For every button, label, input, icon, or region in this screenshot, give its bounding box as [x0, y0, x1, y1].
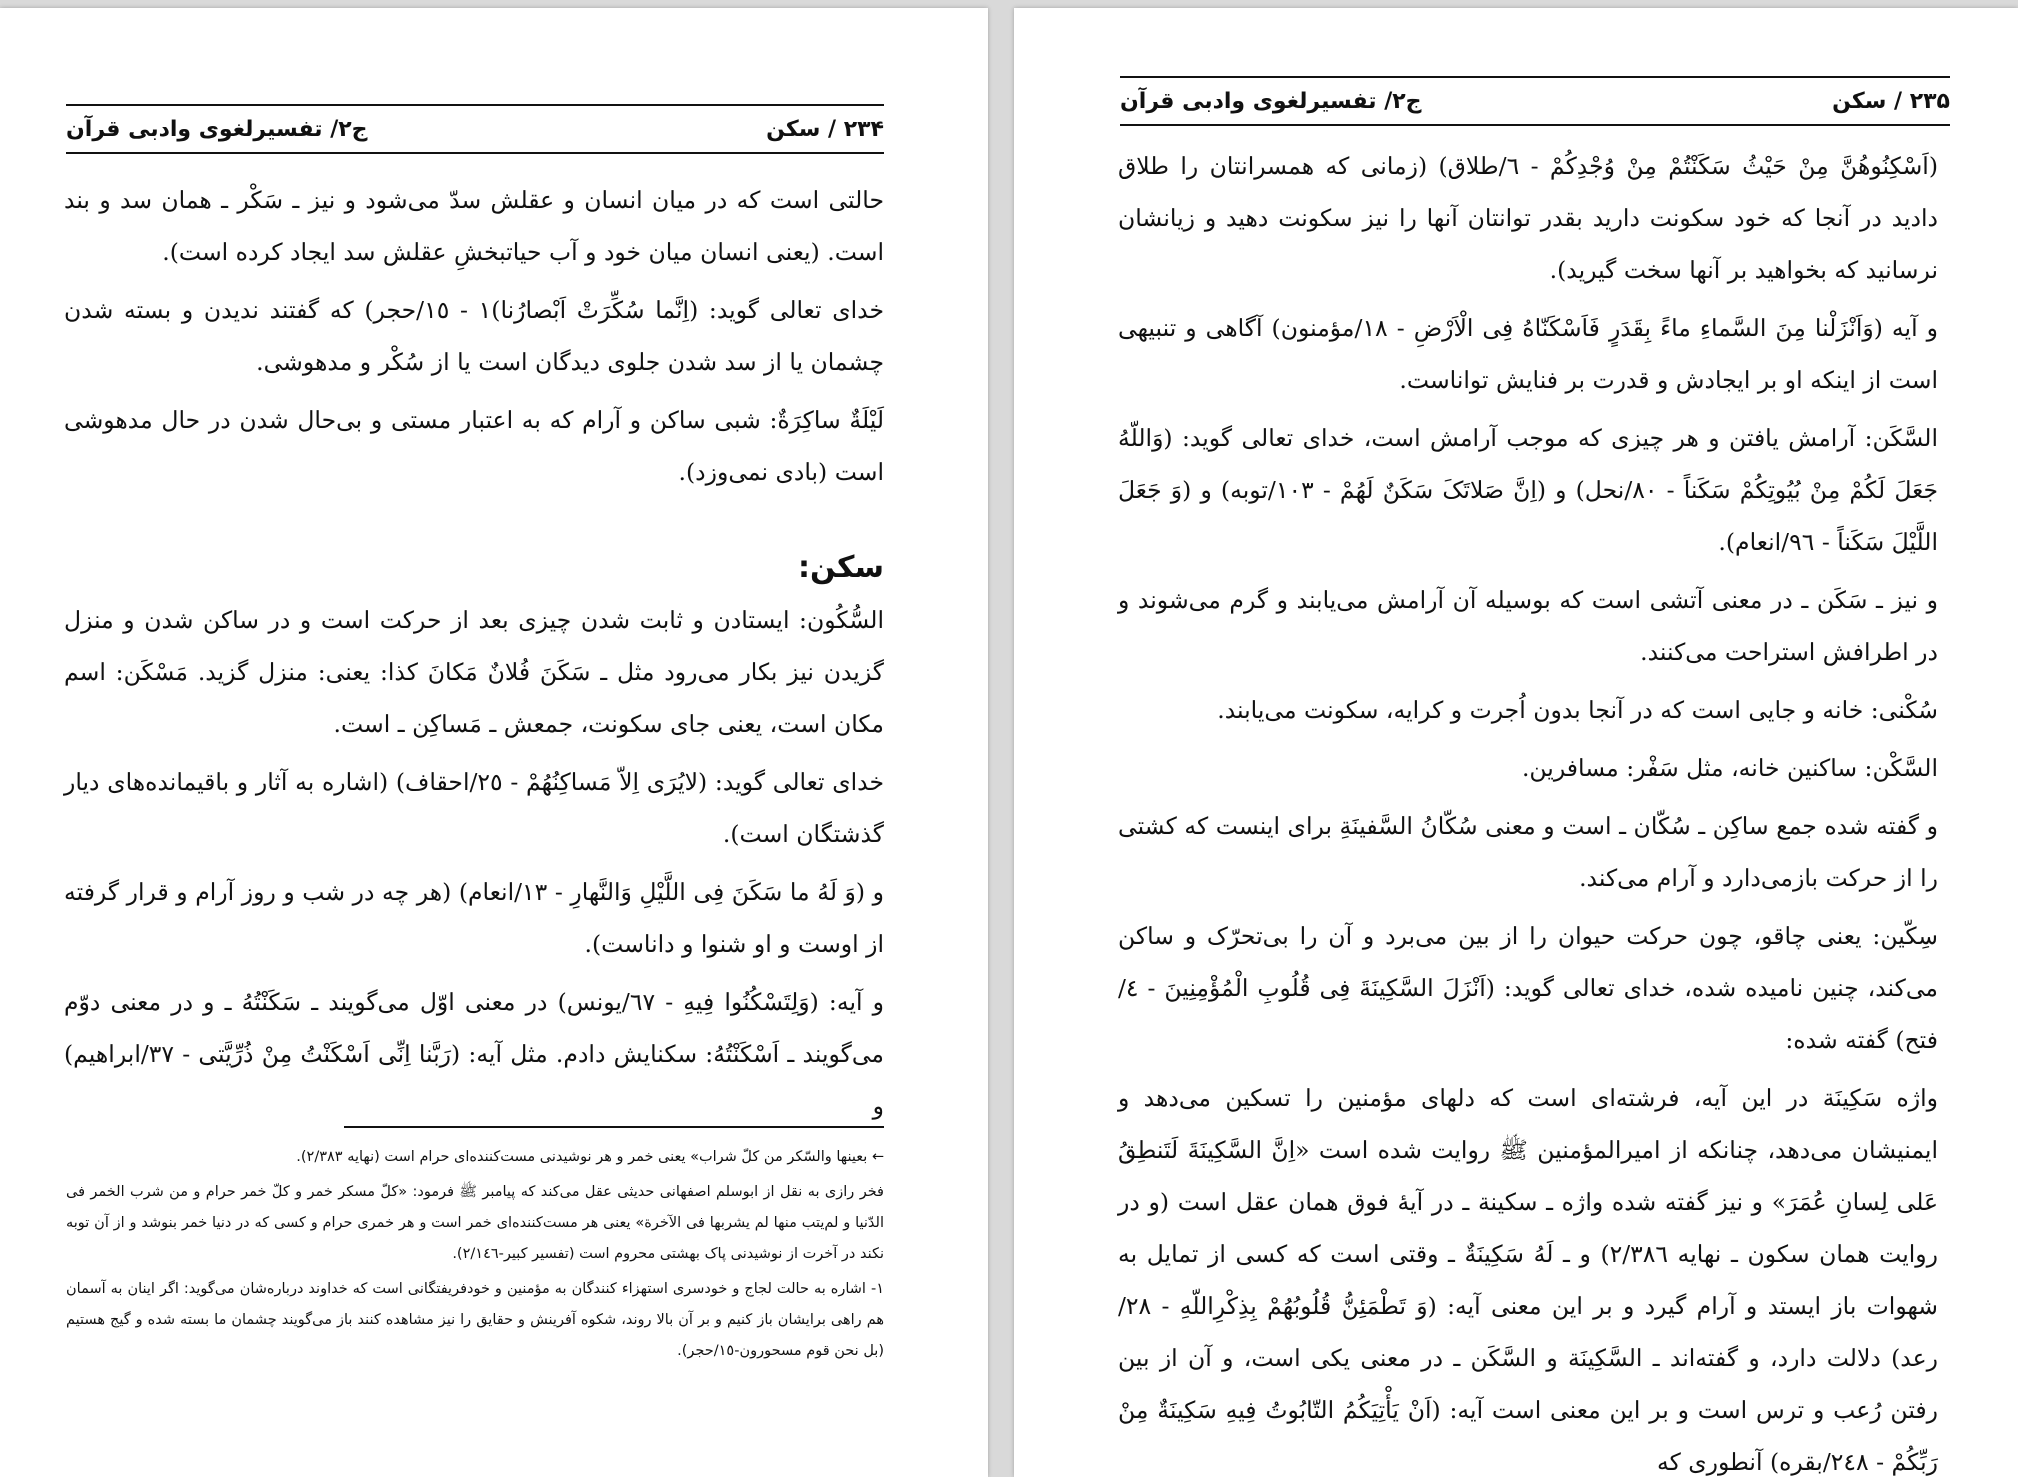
paragraph: و (وَ لَهُ ما سَکَنَ فِی اللَّیْلِ وَالنَّهارِ - ١٣/انعام) (هر چه در شب و روز آرام و قرار گرفته از اوست و او شنوا و داناست).: [64, 878, 884, 958]
paragraph: السُّکُون: ایستادن و ثابت شدن چیزی بعد از حرکت است و در ساکن شدن و منزل گزیدن نیز بکار می‌رود مثل ـ سَکَنَ فُلانٌ مَکانَ کذا: یعنی: منزل گزید. مَسْکَن: اسم مکان است، یعنی جای سکونت، جمعش ـ مَساکِن ـ است.: [64, 606, 884, 738]
paragraph: (اَسْکِنُوهُنَّ مِنْ حَیْثُ سَکَنْتُمْ مِنْ وُجْدِکُمْ - ٦/طلاق) (زمانی که همسرانتان را طلاق دادید در آنجا که خود سکونت دارید بقدر توانتان آنها را نیز سکونت دهید و زیانشان نرسانید که بخواهید بر آنها سخت گیرید).: [1118, 152, 1938, 284]
book-title: ج۲/ تفسیرلغوی وادبی قرآن: [66, 116, 368, 142]
paragraph: سُکْنی: خانه و جایی است که در آنجا بدون اُجرت و کرایه، سکونت می‌یابند.: [1217, 696, 1938, 724]
page-235: [1014, 8, 2018, 1477]
page-number: ۲۳۴ / سکن: [766, 116, 884, 142]
page-234: [0, 8, 988, 1477]
paragraph: لَیْلَةٌ ساکِرَةٌ: شبی ساکن و آرام که به اعتبار مستی و بی‌حال شدن در حال مدهوشی است (بادی نمی‌وزد).: [64, 406, 884, 486]
page-number: ۲۳۵ / سکن: [1832, 88, 1950, 114]
paragraph: السَّکَن: آرامش یافتن و هر چیزی که موجب آرامش است، خدای تعالی گوید: (وَاللّهُ جَعَلَ لَکُمْ مِنْ بُیُوتِکُمْ سَکَناً - ٨٠/نحل) و (اِنَّ صَلاتَکَ سَکَنٌ لَهُمْ - ١٠٣/توبه) و (وَ جَعَلَ اللَّیْلَ سَکَناً - ٩٦/انعام).: [1118, 424, 1938, 556]
footnote: فخر رازی به نقل از ابوسلم اصفهانی حدیثی عقل می‌کند که پیامبر ﷺ فرمود: «کلّ مسکر خمر و کلّ خمر حرام و من شرب الخمر فی الدّنیا و لم‌یتب منها لم یشربها فی الآخرة» یعنی هر مست‌کننده‌ای خمر است و هر خمری حرام و کسی که در دنیا خمر بنوشد و از آن توبه نکند در آخرت از نوشیدنی پاک بهشتی محروم است (تفسیر کبیر-٢/١٤٦).: [66, 1184, 884, 1262]
page-body: [1118, 140, 1938, 1477]
page-header: [1120, 76, 1950, 126]
footnote: ١- اشاره به حالت لجاج و خودسری استهزاء کنندگان به مؤمنین و خودفریفتگانی است که خداوند درباره‌شان می‌گوید: اگر اینان به آسمان هم راهی برایشان باز کنیم و بر آن بالا روند، شکوه آفرینش و حقایق را نیز مشاهده کنند باز می‌گویند چشمان ما بسته شده و گیج هستیم (بل نحن قوم مسحورون-١٥/حجر).: [66, 1281, 884, 1359]
paragraph: و نیز ـ سَکَن ـ در معنی آتشی است که بوسیله آن آرامش می‌یابند و گرم می‌شوند و در اطرافش استراحت می‌کنند.: [1118, 586, 1938, 666]
paragraph: السَّکْن: ساکنین خانه، مثل سَفْر: مسافرین.: [1521, 754, 1938, 782]
book-title: ج۲/ تفسیرلغوی وادبی قرآن: [1120, 88, 1422, 114]
footnotes: [66, 1126, 884, 1371]
paragraph: حالتی است که در میان انسان و عقلش سدّ می‌شود و نیز ـ سَکْر ـ همان سد و بند است. (یعنی انسان میان خود و آب حیاتبخشِ عقلش سد ایجاد کرده است).: [64, 186, 884, 266]
paragraph: واژه سَکِینَة در این آیه، فرشته‌ای است که دلهای مؤمنین را تسکین می‌دهد و ایمنیشان می‌دهد، چنانکه از امیرالمؤمنین ﷺ روایت شده است «اِنَّ السَّکِینَةَ لَتَنطِقُ عَلی لِسانِ عُمَرَ» و نیز گفته شده واژه ـ سکینة ـ در آیهٔ فوق همان عقل است (و در روایت همان سکون ـ نهایه ٢/٣٨٦) و ـ لَهُ سَکِینَةٌ ـ وقتی است که کسی از تمایل به شهوات باز ایستد و آرام گیرد و بر این معنی آیه: (وَ تَطْمَئِنُّ قُلُوبُهُمْ بِذِکْرِاللّهِ - ٢٨/رعد) دلالت دارد، و گفته‌اند ـ السَّکِینَة و السَّکَن ـ در معنی یکی است، و آن از بین رفتن رُعب و ترس است و بر این معنی است آیه: (اَنْ یَأْتِیَکُمُ التّابُوتُ فِیهِ سَکِینَةٌ مِنْ رَبِّکُمْ - ٢٤٨/بقره) آنطوری که: [1118, 1084, 1938, 1476]
paragraph: و آیه: (وَلِتَسْکُنُوا فِیهِ - ٦٧/یونس) در معنی اوّل می‌گویند ـ سَکَنْتُهُ ـ و در معنی دوّم می‌گویند ـ اَسْکَنْتُهُ: سکنایش دادم. مثل آیه: (رَبَّنا اِنِّی اَسْکَنْتُ مِنْ ذُرِّیَّتی - ٣٧/ابراهیم) و: [64, 988, 884, 1120]
paragraph: خدای تعالی گوید: (لایُرَی اِلاّ مَساکِنُهُمْ - ٢٥/احقاف) (اشاره به آثار و باقیمانده‌های دیار گذشتگان است).: [64, 768, 884, 848]
footnote-divider: [344, 1126, 884, 1128]
footnote: ← بعینها والسّکر من کلّ شراب» یعنی خمر و هر نوشیدنی مست‌کننده‌ای حرام است (نهایه ٢/٣٨٣).: [296, 1149, 884, 1165]
page-header: [66, 104, 884, 154]
paragraph: و آیه (وَاَنْزَلْنا مِنَ السَّماءِ ماءً بِقَدَرٍ فَاَسْکَنّاهُ فِی الْاَرْضِ - ١٨/مؤمنون) آگاهی و تنبیهی است از اینکه او بر ایجادش و قدرت بر فنایش تواناست.: [1118, 314, 1938, 394]
paragraph: و گفته شده جمع ساکِن ـ سُکّان ـ است و معنی سُکّانُ السَّفینَةِ برای اینست که کشتی را از حرکت بازمی‌دارد و آرام می‌کند.: [1118, 812, 1938, 892]
paragraph: سِکّین: یعنی چاقو، چون حرکت حیوان را از بین می‌برد و آن را بی‌تحرّک و ساکن می‌کند، چنین نامیده شده، خدای تعالی گوید: (اَنْزَلَ السَّکِینَةَ فِی قُلُوبِ الْمُؤْمِنِینَ - ٤/فتح) گفته شده:: [1118, 922, 1938, 1054]
page-body: [64, 174, 884, 1138]
paragraph: خدای تعالی گوید: (اِنَّما سُکِّرَتْ اَبْصارُنا)١ - ١٥/حجر) که گفتند ندیدن و بسته شدن چشمان یا از سد شدن جلوی دیدگان است یا از سُکْر و مدهوشی.: [64, 296, 884, 376]
entry-heading: سکن:: [798, 550, 884, 585]
